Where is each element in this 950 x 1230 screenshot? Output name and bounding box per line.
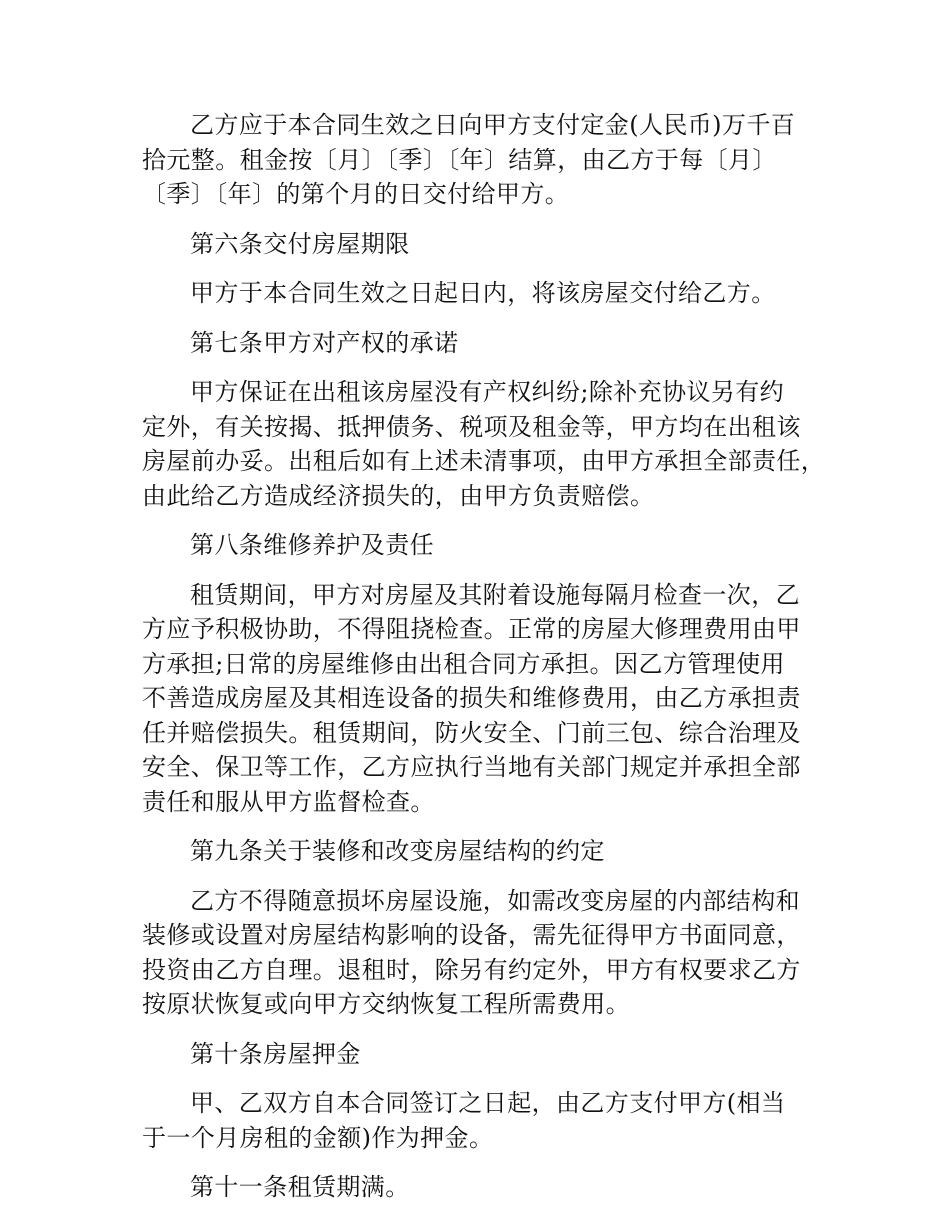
article-6-heading: 第六条交付房屋期限: [190, 229, 410, 258]
paragraph-article-8: 租赁期间，甲方对房屋及其附着设施每隔月检查一次，乙 方应予积极协助，不得阻挠检查。正常的房屋大修理费用由甲 方承担;日常的房屋维修由出租合同方承担。因乙方管理使用 不善造成房屋及其相连设备的损失和维修费用，由乙方承担责 任并赔偿损失。租赁期间，防火安全、门前三包、综合治理及 安全、保卫等工作，乙方应执行当地有关部门规定并承担全部 责任和服从甲方监督检查。: [142, 580, 801, 816]
paragraph-article-9: 乙方不得随意损坏房屋设施，如需改变房屋的内部结构和 装修或设置对房屋结构影响的设备，需先征得甲方书面同意， 投资由乙方自理。退租时，除另有约定外，甲方有权要求乙方 按原状恢复或向甲方交纳恢复工程所需费用。: [142, 886, 801, 1018]
article-10-heading: 第十条房屋押金: [190, 1039, 361, 1068]
paragraph-article-7: 甲方保证在出租该房屋没有产权纠纷;除补充协议另有约 定外，有关按揭、抵押债务、税项及租金等，甲方均在出租该 房屋前办妥。出租后如有上述未清事项，由甲方承担全部责任， 由此给乙方造成经济损失的，由甲方负责赔偿。: [142, 378, 826, 510]
article-8-heading: 第八条维修养护及责任: [190, 531, 434, 559]
paragraph-article-6: 甲方于本合同生效之日起日内，将该房屋交付给乙方。: [190, 279, 776, 307]
paragraph-deposit-and-rent-payment: 乙方应于本合同生效之日向甲方支付定金(人民币)万千百 拾元整。租金按〔月〕〔季〕〔年〕结算，由乙方于每〔月〕 〔季〕〔年〕的第个月的日交付给甲方。: [142, 111, 796, 208]
document-body: [142, 108, 830, 1220]
article-9-heading: 第九条关于装修和改变房屋结构的约定: [190, 837, 605, 865]
article-7-heading: 第七条甲方对产权的承诺: [190, 328, 459, 357]
article-11-heading: 第十一条租赁期满。: [190, 1173, 410, 1201]
paragraph-article-10: 甲、乙双方自本合同签订之日起，由乙方支付甲方(相当 于一个月房租的金额)作为押金。: [142, 1089, 786, 1152]
